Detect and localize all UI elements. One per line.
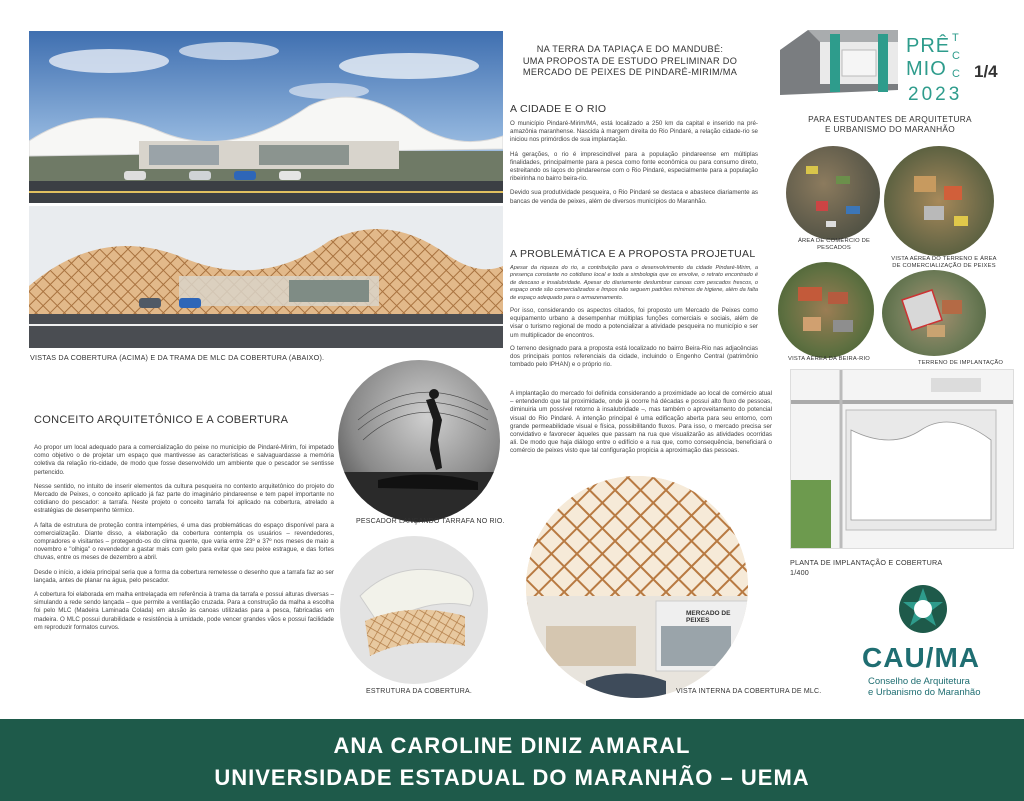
title-line: UMA PROPOSTA DE ESTUDO PRELIMINAR DO (522, 55, 738, 66)
text-problematica (510, 265, 758, 369)
heading-conceito: CONCEITO ARQUITETÔNICO E A COBERTURA (34, 414, 289, 426)
tcc-letter-c1: C (952, 50, 960, 62)
premio-word2: MIO (906, 58, 947, 80)
tcc-letter-c2: C (952, 68, 960, 80)
caption-vista-terreno: VISTA AÉREA DO TERRENO E ÁREA DE COMERCIALIZAÇÃO DE PEIXES (891, 256, 997, 269)
planta-implantacao (790, 369, 1014, 549)
caption-planta-line: PLANTA DE IMPLANTAÇÃO E COBERTURA (790, 558, 943, 567)
paragraph: Há gerações, o rio é imprescindível para a população pindareense em múltiplas finalidades, principalmente para a pesca como fonte econômica ou para consumo direto, estreitando os laços do pindareense com o Rio Pindaré, especialmente para a população ribeirinha no bairro beira-rio. (510, 150, 758, 183)
cau-subtitle (868, 676, 980, 698)
title-line: MERCADO DE PEIXES DE PINDARÉ-MIRIM/MA (522, 67, 738, 77)
caption-pescador: PESCADOR LANÇANDO TARRAFA NO RIO. (356, 518, 505, 525)
heading-cidade: A CIDADE E O RIO (510, 103, 607, 115)
tcc-letter-t: T (952, 32, 959, 44)
paragraph: O terreno designado para a proposta está localizado no bairro Beira-Rio nas adjacências dos principais pontos referenciais da cidade, incluindo o Engenho Central (patrimônio tombado pelo IPHAN) e o próprio rio. (510, 344, 758, 369)
photo-terreno-implantacao (882, 270, 986, 356)
photo-vista-beira-rio (778, 262, 874, 358)
text-conceito (34, 444, 334, 632)
photo-vista-interna (526, 476, 748, 698)
award-year: 2023 (908, 84, 963, 105)
paragraph: Nesse sentido, no intuito de inserir elementos da cultura pesqueira no contexto arquitetônico do projeto do Mercado de Peixes, o conceito aplicado já faz parte do imaginário pindareense e tem papel importante no cotidiano do pescador: a tarrafa. Neste projeto o conceito tarrafa foi aplicado na cobertura, atrelado a estratégias de desempenho térmico. (34, 482, 334, 515)
caption-planta (790, 558, 942, 578)
award-subtitle-line: E URBANISMO DO MARANHÃO (825, 124, 955, 134)
caption-vista-beira-rio: VISTA AÉREA DA BEIRA-RIO (788, 356, 871, 362)
award-subtitle-line: PARA ESTUDANTES DE ARQUITETURA (808, 114, 972, 124)
interior-sign: MERCADO DE PEIXES (686, 610, 731, 624)
caption-area-comercio: ÁREA DE COMÉRCIO DE PESCADOS (797, 238, 871, 251)
paragraph: A implantação do mercado foi definida considerando a proximidade ao local de comércio atual – entendendo que tal proximidade, onde já ocorre há décadas e possui alto fluxo de pessoas, diminuiria um possível retorno à insalubridade –, mas também o aproveitamento do potencial visual do Rio Pindaré. A intenção principal é uma edificação aberta para seu entorno, com grande permeabilidade visual e física, possibilitando fluxos. Para isso, o mercado precisa ser convidativo e favorecer àqueles que passam na rua que visualizarão as atividades ocorridas ali. De modo que haja diálogo entre o edifício e a rua que, como consequência, beneficiará o comércio de peixes visto que tal configuração propicia a aproximação das pessoas. (510, 390, 772, 455)
cau-subtitle-line: e Urbanismo do Maranhão (868, 687, 981, 698)
paragraph: Apesar da riqueza do rio, a contribuição para o desenvolvimento da cidade Pindaré-Mirim, a presença constante no cotidiano local e toda a simbologia que os envolve, o retrato encontrado é de descaso e insalubridade. Apesar do diariamente deslumbrar canoas com pescados frescos, o espaço onde são comercializados e limpos não seguem padrões mínimos de higiene, além da falta de espaço adequado para o armazenamento. (510, 265, 758, 301)
title-line: NA TERRA DA TAPIAÇA E DO MANDUBÉ: (536, 44, 724, 54)
paragraph: O município Pindaré-Mirim/MA, está localizado a 250 km da capital e inserido na pré-amazônia maranhense. Nascida à margem direita do Rio Pindaré, a relação cidade-rio se iniciou nos primórdios de sua implantação. (510, 120, 758, 144)
caption-terreno: TERRENO DE IMPLANTAÇÃO (918, 360, 1004, 366)
page-number: 1/4 (974, 62, 998, 81)
photo-estrutura-cobertura (340, 536, 488, 684)
caption-interior: VISTA INTERNA DA COBERTURA DE MLC. (676, 688, 822, 695)
heading-problematica: A PROBLEMÁTICA E A PROPOSTA PROJETUAL (510, 248, 756, 260)
cau-subtitle-line: Conselho de Arquitetura (868, 676, 970, 687)
render-trama-mlc (29, 206, 503, 348)
poster-title (510, 44, 750, 79)
paragraph: Por isso, considerando os aspectos citados, foi proposto um Mercado de Peixes como equipamento urbano a desempenhar múltiplas funções comerciais e sociais, além de visar o turismo regional de modo a potencializar a atividade pesqueira no município e ser um multiplicador de encontros. (510, 307, 758, 339)
caption-renders: VISTAS DA COBERTURA (ACIMA) E DA TRAMA DE MLC DA COBERTURA (ABAIXO). (30, 353, 325, 362)
render-cobertura-aerea (29, 31, 503, 203)
premio-word1: PRÊ (906, 35, 951, 57)
award-subtitle (790, 114, 990, 134)
paragraph: A falta de estrutura de proteção contra intempéries, é uma das problemáticas do espaço disponível para a comercialização. Diante disso, a elaboração da cobertura contempla os usuários – revendedores, compradores e visitantes – protegendo-os do clima quente, que varia entre 23º e 37º nos meses de maio a novembro e "olhiga" o revendedor a gastar mais com gelo para evitar que seu peixe estrague, e das fortes chuvas, entre os meses de dezembro a abril. (34, 521, 334, 562)
caption-estrutura: ESTRUTURA DA COBERTURA. (366, 688, 472, 695)
text-implantacao (510, 390, 772, 456)
author-name: ANA CAROLINE DINIZ AMARAL (333, 733, 691, 758)
premio-tcc-logo (768, 20, 1008, 115)
photo-pescador-tarrafa (338, 360, 500, 522)
cau-logo-text: CAU/MA (862, 642, 980, 673)
caption-planta-scale: 1/400 (790, 568, 809, 577)
paragraph: Ao propor um local adequado para a comercialização do peixe no município de Pindaré-Mirim, foi impetado como objetivo o de projetar um espaço que mantivesse as características e salvaguardasse a memória coletiva da relação rio-cidade, de modo que fosse desenvolvido um ambiente que o pescador se sentisse pertencido. (34, 444, 334, 476)
text-cidade (510, 120, 758, 206)
paragraph: A cobertura foi elaborada em malha entrelaçada em referência à trama da tarrafa e possui alturas diversas – simulando a rede sendo lançada – que permite a ventilação cruzada. Para a construção da malha a escolha foi pelo MLC (Madeira Laminada Colada) em alusão às canoas utilizadas para a pesca, fabricadas em madeira. O MLC possui durabilidade e resistência à umidade, pode vencer grandes vãos e possui facilidade em reproduzir formatos curvos. (34, 591, 334, 631)
photo-vista-terreno (884, 146, 994, 256)
paragraph: Devido sua produtividade pesqueira, o Rio Pindaré se destaca e abastece diariamente as bancas de venda de peixes, além de diversos municípios do Maranhão. (510, 189, 758, 205)
paragraph: Desde o início, a ideia principal seria que a forma da cobertura remetesse o desenho que a tarrafa faz ao ser lançada, antes de planar na água, pelo pescador. (34, 568, 334, 584)
photo-area-comercio (786, 146, 880, 240)
university-name: UNIVERSIDADE ESTADUAL DO MARANHÃO – UEMA (214, 765, 810, 790)
brasao-icon (896, 582, 950, 636)
building-icon (768, 20, 1008, 115)
